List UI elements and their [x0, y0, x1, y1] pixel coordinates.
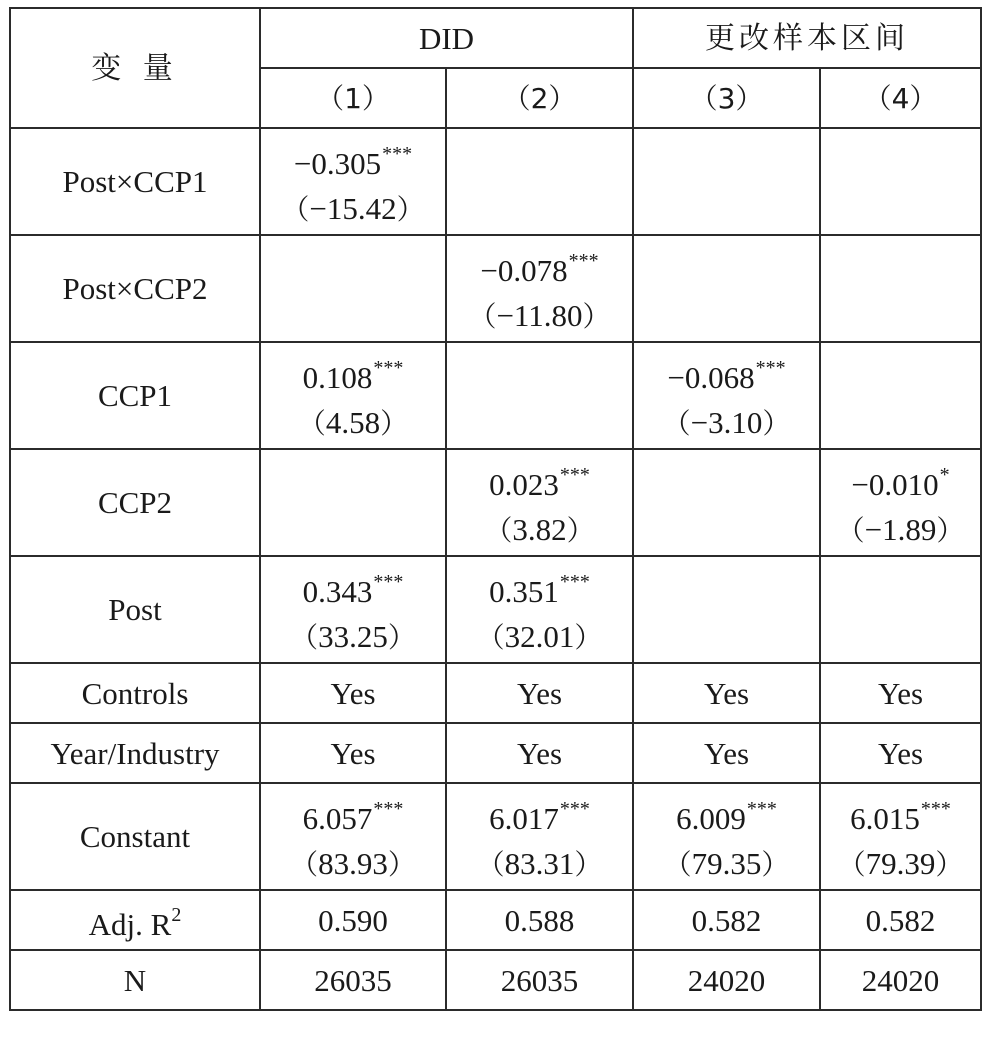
t-statistic-value: −3.10: [690, 404, 763, 440]
table-cell: [633, 342, 820, 449]
paren-close: ）: [936, 513, 965, 547]
paren-open: （: [837, 847, 866, 881]
row-label: Post×CCP2: [10, 235, 260, 342]
significance-stars: ***: [373, 356, 404, 379]
adj-r-label: Adj. R: [88, 907, 172, 942]
table-cell: [633, 449, 820, 556]
t-statistic: [821, 507, 980, 553]
coefficient-value: 0.023: [489, 466, 559, 502]
paren-open: （: [281, 192, 310, 226]
superscript-2: 2: [171, 904, 182, 926]
table-cell: 0.590: [260, 890, 446, 950]
paren-open: （: [476, 620, 505, 654]
significance-stars: ***: [920, 797, 951, 820]
table-cell: [446, 783, 633, 890]
significance-stars: *: [939, 463, 950, 486]
table-cell: [820, 783, 981, 890]
paren-open: （: [290, 847, 319, 881]
table-row: [10, 342, 981, 449]
coefficient-value: −0.078: [480, 252, 568, 288]
t-statistic: [261, 400, 445, 446]
paren-close: ）: [935, 847, 964, 881]
coefficient: [447, 453, 632, 507]
t-statistic-value: 4.58: [325, 404, 381, 440]
coefficient-value: −0.068: [667, 359, 755, 395]
coefficient-value: 0.108: [302, 359, 373, 395]
t-statistic-value: 79.35: [691, 845, 762, 881]
t-statistic: [261, 186, 445, 232]
paren-open: （: [484, 513, 513, 547]
table-cell: [633, 783, 820, 890]
coefficient-value: 0.351: [489, 573, 559, 609]
coefficient: [447, 560, 632, 614]
significance-stars: ***: [568, 249, 599, 272]
row-label: Post×CCP1: [10, 128, 260, 235]
table-row: [10, 556, 981, 663]
column-header-2: （2）: [446, 68, 633, 128]
coefficient-value: 6.015: [850, 800, 920, 836]
table-cell: [446, 556, 633, 663]
row-label: Post: [10, 556, 260, 663]
table-cell: [820, 556, 981, 663]
table-cell: 26035: [446, 950, 633, 1010]
significance-stars: ***: [559, 570, 590, 593]
coefficient: [261, 346, 445, 400]
t-statistic-value: 32.01: [504, 618, 575, 654]
variable-header: 变 量: [10, 8, 260, 128]
table-cell: [446, 449, 633, 556]
table-cell: Yes: [446, 663, 633, 723]
coefficient-value: 6.057: [302, 800, 373, 836]
t-statistic: [447, 841, 632, 887]
table-cell: Yes: [260, 723, 446, 783]
table-cell: [260, 128, 446, 235]
paren-close: ）: [574, 620, 603, 654]
coefficient: [261, 560, 445, 614]
paren-close: ）: [387, 620, 416, 654]
table-cell: Yes: [260, 663, 446, 723]
year-industry-row: [10, 723, 981, 783]
header-row-groups: [10, 8, 981, 68]
significance-stars: ***: [559, 463, 590, 486]
significance-stars: ***: [382, 142, 413, 165]
table-cell: [820, 128, 981, 235]
table-cell: [633, 556, 820, 663]
row-label: Controls: [10, 663, 260, 723]
column-header-4: （4）: [820, 68, 981, 128]
t-statistic: [447, 507, 632, 553]
t-statistic: [261, 614, 445, 660]
t-statistic-value: −15.42: [309, 190, 397, 226]
table-row: [10, 128, 981, 235]
table-cell: 24020: [820, 950, 981, 1010]
significance-stars: ***: [746, 797, 777, 820]
coefficient: [447, 787, 632, 841]
coefficient: [634, 787, 819, 841]
table-cell: [820, 342, 981, 449]
coefficient-value: −0.010: [851, 466, 939, 502]
table-cell: Yes: [820, 723, 981, 783]
table-cell: Yes: [820, 663, 981, 723]
t-statistic-value: 83.93: [318, 845, 388, 881]
table-row: [10, 449, 981, 556]
t-statistic: [821, 841, 980, 887]
column-header-1: （1）: [260, 68, 446, 128]
coefficient: [261, 787, 445, 841]
table-cell: 0.582: [820, 890, 981, 950]
table-cell: [633, 235, 820, 342]
paren-close: ）: [396, 192, 425, 226]
regression-table: [9, 7, 982, 1011]
table-cell: [260, 556, 446, 663]
table-cell: [260, 235, 446, 342]
table-cell: Yes: [633, 663, 820, 723]
coefficient: [261, 132, 445, 186]
table-cell: [820, 449, 981, 556]
coefficient: [821, 453, 980, 507]
t-statistic: [447, 614, 632, 660]
table-cell: [820, 235, 981, 342]
paren-open: （: [297, 406, 326, 440]
table-cell: [260, 342, 446, 449]
paren-open: （: [290, 620, 319, 654]
paren-close: ）: [380, 406, 409, 440]
t-statistic: [634, 841, 819, 887]
paren-close: ）: [566, 513, 595, 547]
table-cell: 24020: [633, 950, 820, 1010]
row-label: Year/Industry: [10, 723, 260, 783]
group-header-sample-period: 更改样本区间: [633, 8, 981, 68]
paren-close: ）: [761, 847, 790, 881]
t-statistic-value: 83.31: [504, 845, 575, 881]
coefficient: [821, 787, 980, 841]
paren-close: ）: [387, 847, 416, 881]
coefficient: [634, 346, 819, 400]
t-statistic: [634, 400, 819, 446]
row-label: CCP1: [10, 342, 260, 449]
table-cell: 26035: [260, 950, 446, 1010]
controls-row: [10, 663, 981, 723]
significance-stars: ***: [373, 570, 404, 593]
table-cell: [633, 128, 820, 235]
table-row: [10, 235, 981, 342]
t-statistic-value: −1.89: [864, 511, 937, 547]
t-statistic: [261, 841, 445, 887]
n-row: [10, 950, 981, 1010]
table-cell: 0.588: [446, 890, 633, 950]
paren-open: （: [476, 847, 505, 881]
table-cell: [260, 449, 446, 556]
paren-close: ）: [574, 847, 603, 881]
table-cell: [446, 342, 633, 449]
table-cell: [446, 235, 633, 342]
t-statistic-value: −11.80: [496, 297, 583, 333]
significance-stars: ***: [373, 797, 404, 820]
t-statistic-value: 33.25: [318, 618, 388, 654]
column-header-3: （3）: [633, 68, 820, 128]
table-cell: [260, 783, 446, 890]
table-cell: [446, 128, 633, 235]
row-label: Constant: [10, 783, 260, 890]
paren-close: ）: [582, 299, 611, 333]
t-statistic: [447, 293, 632, 339]
coefficient: [447, 239, 632, 293]
row-label: CCP2: [10, 449, 260, 556]
paren-open: （: [663, 847, 692, 881]
coefficient-value: 0.343: [302, 573, 373, 609]
paren-open: （: [836, 513, 865, 547]
coefficient-value: 6.009: [676, 800, 746, 836]
adj-r2-row: [10, 890, 981, 950]
coefficient-value: −0.305: [293, 145, 382, 181]
significance-stars: ***: [559, 797, 590, 820]
table-cell: Yes: [446, 723, 633, 783]
t-statistic-value: 79.39: [865, 845, 936, 881]
coefficient-value: 6.017: [489, 800, 559, 836]
regression-table-container: [9, 7, 982, 1011]
constant-row: [10, 783, 981, 890]
paren-open: （: [468, 299, 497, 333]
table-cell: Yes: [633, 723, 820, 783]
paren-close: ）: [762, 406, 791, 440]
group-header-did: DID: [260, 8, 633, 68]
table-cell: 0.582: [633, 890, 820, 950]
row-label: [10, 890, 260, 950]
paren-open: （: [662, 406, 691, 440]
row-label: N: [10, 950, 260, 1010]
t-statistic-value: 3.82: [512, 511, 567, 547]
significance-stars: ***: [755, 356, 786, 379]
